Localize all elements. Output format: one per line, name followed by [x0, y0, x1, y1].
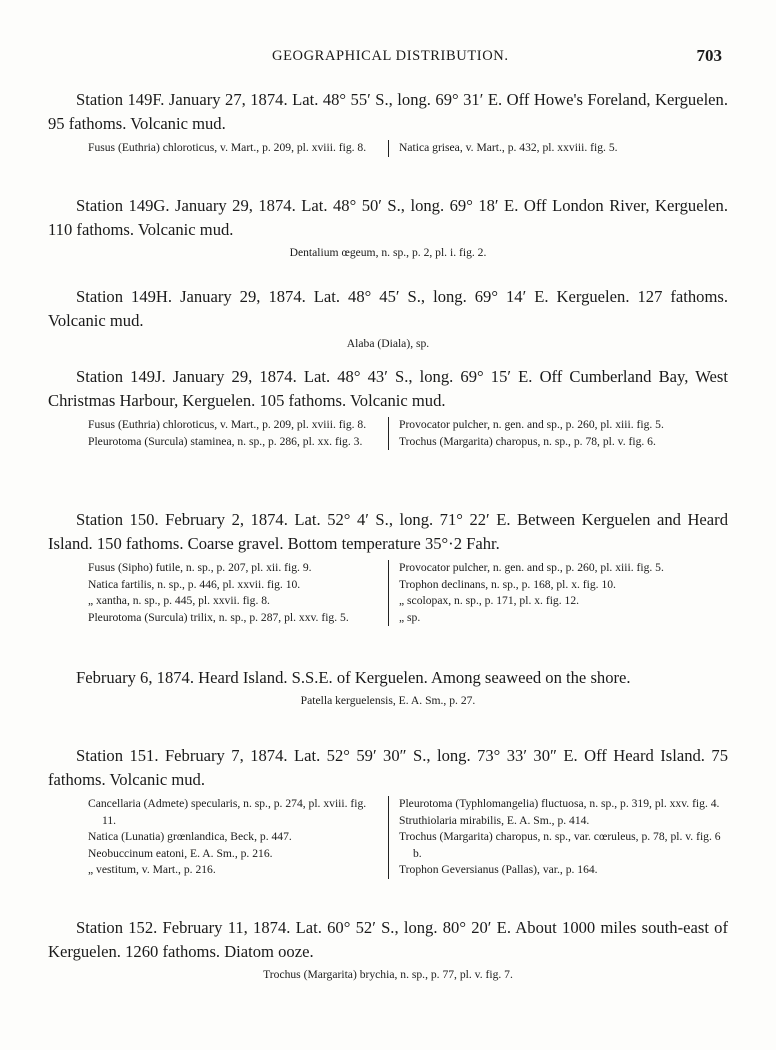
species-item: „ scolopax, n. sp., p. 171, pl. x. fig. 12.	[399, 594, 580, 607]
species-item: „ sp.	[399, 610, 421, 624]
species-column-left	[48, 560, 388, 626]
species-item: Patella kerguelensis, E. A. Sm., p. 27.	[300, 694, 476, 707]
species-item: Natica grisea, v. Mart., p. 432, pl. xxviii. fig. 5.	[399, 141, 618, 154]
station-heading: Station 149F. January 27, 1874. Lat. 48° 55′ S., long. 69° 31′ E. Off Howe's Foreland, Kerguelen. 95 fathoms. Volcanic mud.	[48, 90, 728, 133]
species-item: Fusus (Sipho) futile, n. sp., p. 207, pl. xii. fig. 9.	[88, 561, 312, 574]
station-heading: Station 152. February 11, 1874. Lat. 60° 52′ S., long. 80° 20′ E. About 1000 miles south-east of Kerguelen. 1260 fathoms. Diatom ooze.	[48, 918, 728, 961]
station-heading: Station 149J. January 29, 1874. Lat. 48° 43′ S., long. 69° 15′ E. Off Cumberland Bay, West Christmas Harbour, Kerguelen. 105 fathoms. Volcanic mud.	[48, 367, 728, 410]
station-149j-entry	[48, 365, 728, 450]
station-150-entry	[48, 508, 728, 626]
species-item: Pleurotoma (Typhlomangelia) fluctuosa, n. sp., p. 319, pl. xxv. fig. 4.	[399, 797, 720, 810]
species-column-right	[388, 796, 728, 879]
species-item: „ xantha, n. sp., p. 445, pl. xxvii. fig. 8.	[88, 594, 270, 607]
species-item: Trophon Geversianus (Pallas), var., p. 164.	[399, 863, 598, 876]
species-item: Alaba (Diala), sp.	[346, 337, 430, 350]
species-column-right	[388, 417, 728, 450]
species-column-right	[388, 560, 728, 626]
page-number: 703	[696, 46, 722, 65]
species-item: „ vestitum, v. Mart., p. 216.	[88, 863, 216, 876]
species-column-left	[48, 140, 388, 157]
station-heading: Station 149G. January 29, 1874. Lat. 48° 50′ S., long. 69° 18′ E. Off London River, Kerguelen. 110 fathoms. Volcanic mud.	[48, 196, 728, 239]
species-list	[48, 560, 728, 626]
species-list	[48, 417, 728, 450]
species-item: Cancellaria (Admete) specularis, n. sp., p. 274, pl. xviii. fig. 11.	[88, 797, 367, 827]
species-column-right	[388, 140, 728, 157]
species-list	[48, 796, 728, 879]
species-item: Struthiolaria mirabilis, E. A. Sm., p. 414.	[399, 813, 590, 827]
species-list	[48, 140, 728, 157]
species-item: Natica (Lunatia) grœnlandica, Beck, p. 447.	[88, 830, 292, 843]
species-item: Pleurotoma (Surcula) trilix, n. sp., p. 287, pl. xxv. fig. 5.	[88, 610, 349, 624]
heard-island-shore-entry	[48, 666, 728, 709]
station-149h-entry	[48, 285, 728, 352]
species-item: Trophon declinans, n. sp., p. 168, pl. x. fig. 10.	[399, 577, 616, 591]
station-152-entry	[48, 916, 728, 983]
species-item: Trochus (Margarita) brychia, n. sp., p. 77, pl. v. fig. 7.	[263, 968, 513, 981]
station-heading: Station 151. February 7, 1874. Lat. 52° 59′ 30″ S., long. 73° 33′ 30″ E. Off Heard Island. 75 fathoms. Volcanic mud.	[48, 746, 728, 789]
station-heading: Station 150. February 2, 1874. Lat. 52° 4′ S., long. 71° 22′ E. Between Kerguelen and Heard Island. 150 fathoms. Coarse gravel. Bottom temperature 35°·2 Fahr.	[48, 510, 728, 553]
species-item: Pleurotoma (Surcula) staminea, n. sp., p. 286, pl. xx. fig. 3.	[88, 434, 363, 448]
running-title: GEOGRAPHICAL DISTRIBUTION.	[272, 48, 509, 64]
species-item: Neobuccinum eatoni, E. A. Sm., p. 216.	[88, 846, 273, 860]
station-149f-entry	[48, 88, 728, 157]
species-item: Trochus (Margarita) charopus, n. sp., p. 78, pl. v. fig. 6.	[399, 434, 656, 448]
station-heading: Station 149H. January 29, 1874. Lat. 48° 45′ S., long. 69° 14′ E. Kerguelen. 127 fathoms. Volcanic mud.	[48, 287, 728, 330]
species-item: Provocator pulcher, n. gen. and sp., p. 260, pl. xiii. fig. 5.	[399, 561, 664, 574]
running-header	[0, 46, 776, 70]
station-149g-entry	[48, 194, 728, 261]
species-item: Dentalium œgeum, n. sp., p. 2, pl. i. fig. 2.	[289, 246, 487, 259]
species-column-left	[48, 417, 388, 450]
species-column-left	[48, 796, 388, 879]
station-151-entry	[48, 744, 728, 879]
species-item: Fusus (Euthria) chloroticus, v. Mart., p. 209, pl. xviii. fig. 8.	[88, 418, 367, 431]
station-heading: February 6, 1874. Heard Island. S.S.E. of Kerguelen. Among seaweed on the shore.	[76, 668, 631, 687]
species-item: Trochus (Margarita) charopus, n. sp., var. cœruleus, p. 78, pl. v. fig. 6 b.	[399, 830, 721, 860]
species-item: Natica fartilis, n. sp., p. 446, pl. xxvii. fig. 10.	[88, 577, 301, 591]
species-item: Provocator pulcher, n. gen. and sp., p. 260, pl. xiii. fig. 5.	[399, 418, 664, 431]
species-item: Fusus (Euthria) chloroticus, v. Mart., p. 209, pl. xviii. fig. 8.	[88, 141, 367, 154]
